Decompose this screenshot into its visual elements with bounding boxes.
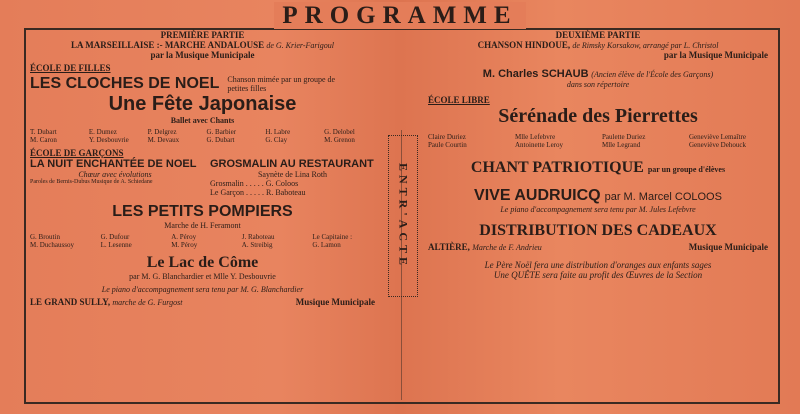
entracte-box: ENTR'ACTE bbox=[388, 135, 418, 297]
left-column: PREMIÈRE PARTIE LA MARSEILLAISE :- MARCHE ANDALOUSE de G. Krier-Farigoul par la Musique Municipale ÉCOLE DE FILLES LES CLOCHES DE NOEL Chanson mimée par un groupe de petites filles Une Fête Japonaise Ballet avec Chants T. Dubart E. Dumez P. Delgrez G. Barbier H. Labre G. Delobel M. Caron Y. Desbouvrie M. Devaux G. Dubart G. Clay M. Grenon ÉCOLE DE GARÇONS LA NUIT ENCHANTÉE DE NOEL Chœur avec évolutions Paroles de Bernis-Dubus Musique de A. Schiedane GROSMALIN AU RESTAURANT Saynète de Lina Roth Grosmalin . . . . . G. Coloos Le Garçon . . . . . R. Baboteau LES PETITS POMPIERS Marche de H. Feramont G. Broutin G. Dufour A. Péroy J. Raboteau Le Capitaine : M. Duchaussoy L. Lesenne M. Péroy A. Streibig G. Lamon Le Lac de Côme par M. G. Blanchardier et Mlle Y. Desbouvrie Le piano d'accompagnement sera tenu par M. G. Blanchardier LE GRAND SULLY, marche de G. Furgost Musique Municipale bbox=[30, 30, 375, 307]
right-column: DEUXIÈME PARTIE CHANSON HINDOUE, de Rimsky Korsakow, arrangé par L. Christol par la Musique Municipale M. Charles SCHAUB (Ancien élève de l'École des Garçons) dans son répertoire ÉCOLE LIBRE Sérénade des Pierrettes Claire Duriez Mlle Lefebvre Paulette Duriez Geneviève Lemaître Paule Courtin Antoinette Leroy Mlle Legrand Geneviève Dehouck CHANT PATRIOTIQUE par un groupe d'élèves VIVE AUDRUICQ par M. Marcel COLOOS Le piano d'accompagnement sera tenu par M. Jules Lefebvre DISTRIBUTION DES CADEAUX ALTIÈRE, Marche de F. Andrieu Musique Municipale Le Père Noël fera une distribution d'oranges aux enfants sages Une QUÊTE sera faite au profit des Œuvres de la Section bbox=[428, 30, 768, 280]
page-title: PROGRAMME bbox=[0, 2, 800, 30]
